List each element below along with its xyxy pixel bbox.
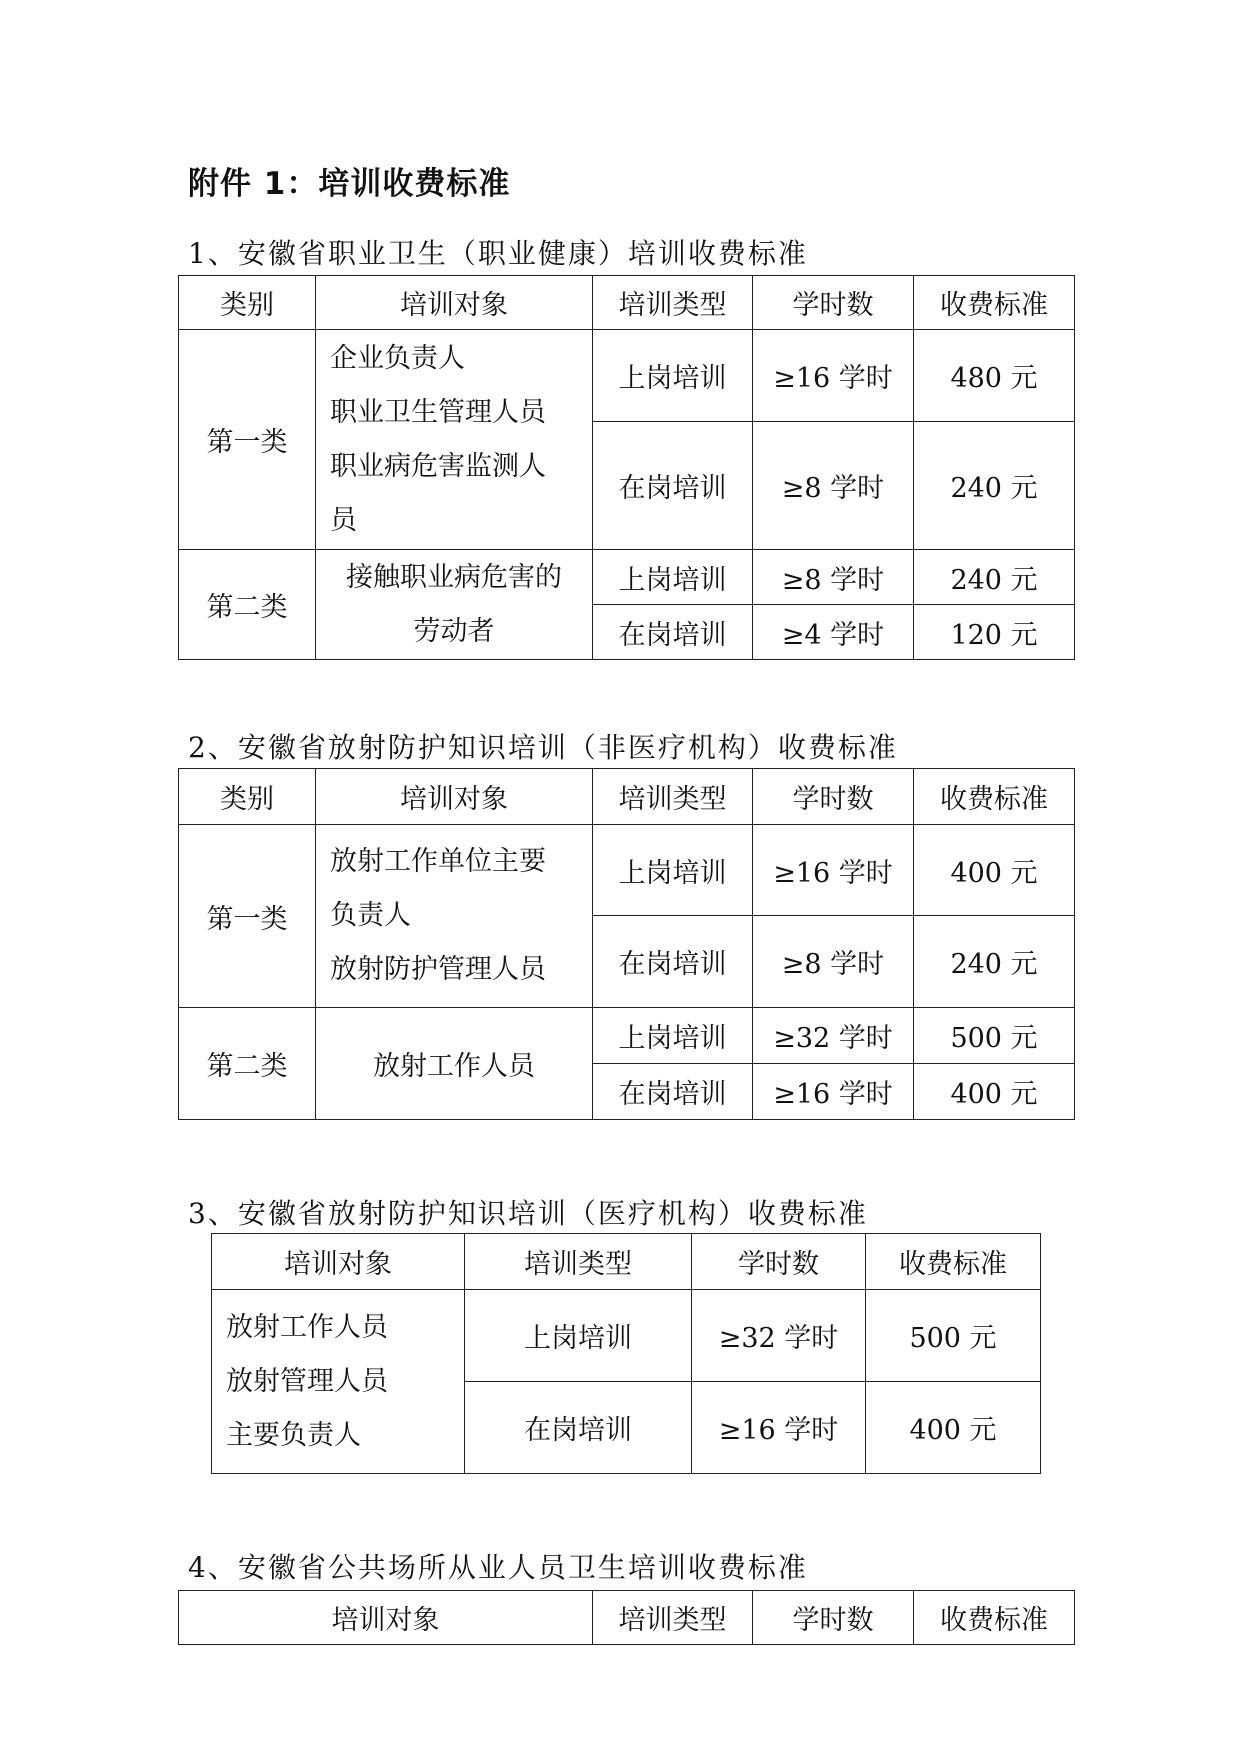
header-type: 培训类型 — [593, 1591, 753, 1645]
category-cell: 第一类 — [179, 825, 316, 1008]
header-category: 类别 — [179, 276, 316, 330]
hours-cell: ≥16 学时 — [692, 1382, 866, 1474]
type-cell: 上岗培训 — [593, 1008, 753, 1064]
table-radiation-medical — [211, 1233, 1041, 1474]
type-cell: 在岗培训 — [465, 1382, 692, 1474]
header-type: 培训类型 — [593, 276, 753, 330]
table-row — [179, 1008, 1075, 1064]
category-cell: 第二类 — [179, 1008, 316, 1120]
table-radiation-non-medical — [178, 768, 1075, 1120]
type-cell: 上岗培训 — [465, 1290, 692, 1382]
header-fee: 收费标准 — [866, 1234, 1041, 1290]
fee-cell: 400 元 — [914, 1064, 1075, 1120]
header-target: 培训对象 — [316, 769, 593, 825]
fee-cell: 400 元 — [914, 825, 1075, 916]
hours-cell: ≥16 学时 — [753, 825, 914, 916]
fee-cell: 500 元 — [914, 1008, 1075, 1064]
hours-cell: ≥8 学时 — [753, 550, 914, 605]
table-header-row — [179, 769, 1075, 825]
fee-cell: 240 元 — [914, 916, 1075, 1008]
section-4-title: 4、安徽省公共场所从业人员卫生培训收费标准 — [188, 1551, 808, 1584]
fee-cell: 500 元 — [866, 1290, 1041, 1382]
target-cell: 放射工作人员 — [316, 1008, 593, 1120]
type-cell: 在岗培训 — [593, 1064, 753, 1120]
section-3-title: 3、安徽省放射防护知识培训（医疗机构）收费标准 — [188, 1197, 868, 1230]
target-line: 放射工作单位主要 — [330, 846, 546, 877]
target-line: 接触职业病危害的 — [346, 561, 562, 593]
table-row — [179, 330, 1075, 422]
hours-cell: ≥32 学时 — [692, 1290, 866, 1382]
target-cell — [316, 330, 593, 550]
type-cell: 上岗培训 — [593, 550, 753, 605]
target-line: 企业负责人 — [330, 342, 465, 374]
header-fee: 收费标准 — [914, 276, 1075, 330]
table-header-row — [179, 1591, 1075, 1645]
table-header-row — [179, 276, 1075, 330]
category-cell: 第二类 — [179, 550, 316, 660]
target-cell — [316, 825, 593, 1008]
header-target: 培训对象 — [316, 276, 593, 330]
target-cell — [316, 550, 593, 660]
table-row — [179, 550, 1075, 605]
table-row — [212, 1290, 1041, 1382]
fee-cell: 240 元 — [914, 550, 1075, 605]
hours-cell: ≥16 学时 — [753, 330, 914, 422]
header-target: 培训对象 — [212, 1234, 465, 1290]
fee-cell: 240 元 — [914, 422, 1075, 550]
fee-cell: 480 元 — [914, 330, 1075, 422]
type-cell: 在岗培训 — [593, 916, 753, 1008]
type-cell: 在岗培训 — [593, 422, 753, 550]
type-cell: 在岗培训 — [593, 605, 753, 660]
hours-cell: ≥8 学时 — [753, 916, 914, 1008]
hours-cell: ≥4 学时 — [753, 605, 914, 660]
target-line: 放射管理人员 — [226, 1365, 388, 1397]
target-line: 职业卫生管理人员 — [330, 396, 546, 428]
section-2-title: 2、安徽省放射防护知识培训（非医疗机构）收费标准 — [188, 731, 898, 764]
target-line: 放射防护管理人员 — [330, 954, 546, 985]
hours-cell: ≥8 学时 — [753, 422, 914, 550]
hours-cell: ≥16 学时 — [753, 1064, 914, 1120]
header-target: 培训对象 — [179, 1591, 593, 1645]
target-line: 主要负责人 — [226, 1419, 361, 1451]
header-category: 类别 — [179, 769, 316, 825]
section-1-title: 1、安徽省职业卫生（职业健康）培训收费标准 — [188, 237, 808, 270]
fee-cell: 400 元 — [866, 1382, 1041, 1474]
table-row — [179, 825, 1075, 916]
target-line: 员 — [330, 504, 357, 536]
category-cell: 第一类 — [179, 330, 316, 550]
type-cell: 上岗培训 — [593, 330, 753, 422]
header-type: 培训类型 — [593, 769, 753, 825]
header-hours: 学时数 — [692, 1234, 866, 1290]
fee-cell: 120 元 — [914, 605, 1075, 660]
target-cell — [212, 1290, 465, 1474]
table-occupational-health — [178, 275, 1075, 660]
header-fee: 收费标准 — [914, 1591, 1075, 1645]
header-hours: 学时数 — [753, 769, 914, 825]
target-line: 职业病危害监测人 — [330, 450, 546, 482]
table-public-places — [178, 1590, 1075, 1645]
type-cell: 上岗培训 — [593, 825, 753, 916]
target-line: 放射工作人员 — [226, 1311, 388, 1343]
target-line: 负责人 — [330, 900, 411, 931]
header-fee: 收费标准 — [914, 769, 1075, 825]
header-type: 培训类型 — [465, 1234, 692, 1290]
header-hours: 学时数 — [753, 1591, 914, 1645]
target-line: 劳动者 — [413, 615, 495, 647]
page-title: 附件 1：培训收费标准 — [188, 166, 511, 202]
table-header-row — [212, 1234, 1041, 1290]
header-hours: 学时数 — [753, 276, 914, 330]
hours-cell: ≥32 学时 — [753, 1008, 914, 1064]
